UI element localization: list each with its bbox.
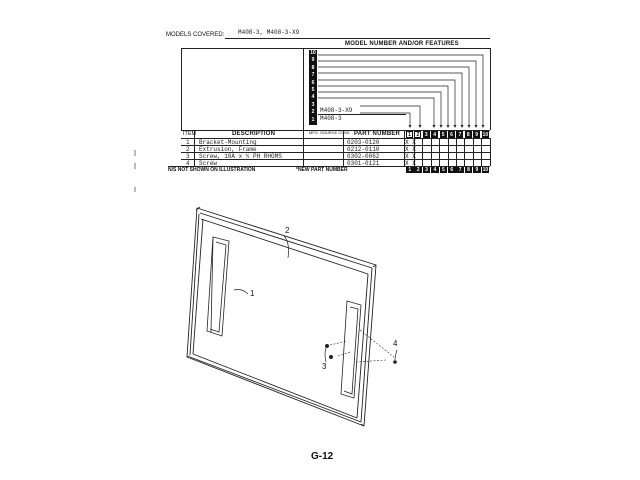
callout-3: 3 [322, 362, 327, 371]
row-part: 0212-0110 [347, 146, 380, 153]
row-marks: X X [405, 139, 416, 146]
footer-new-part: *NEW PART NUMBER [296, 167, 348, 173]
column-number-header: 3 [423, 131, 430, 138]
footer-column-number: 9 [473, 167, 481, 173]
row-description: Screw, 10A x ½ PH RHGMS [199, 153, 282, 160]
legend-number: 8 [311, 64, 315, 71]
column-number-header: 6 [448, 131, 455, 138]
row-description: Screw [199, 160, 218, 167]
callout-2: 2 [285, 226, 290, 235]
row-marks: X X [405, 160, 416, 167]
features-title: MODEL NUMBER AND/OR FEATURES [345, 41, 459, 47]
footer-column-number: 10 [482, 167, 489, 173]
col-mfg-header: MFG. SOURCE CODE [309, 130, 350, 135]
column-number-header: 1 [406, 131, 413, 138]
legend-number: 5 [311, 87, 315, 93]
column-number-header: 4 [431, 131, 438, 138]
footer-column-number: 3 [423, 167, 431, 173]
callout-1: 1 [250, 289, 255, 298]
row-item: 2 [186, 146, 190, 153]
column-number-header: 5 [440, 131, 447, 138]
page-number: G-12 [311, 451, 334, 462]
legend-number: 4 [311, 94, 315, 101]
column-number-header: 9 [473, 131, 480, 138]
row-marks: X X [405, 153, 416, 160]
legend-number: 10 [310, 50, 316, 56]
footer-column-number: 7 [456, 167, 464, 173]
column-number-header: 2 [414, 131, 421, 138]
legend-number: 1 [311, 116, 315, 123]
col-part-header: PART NUMBER [354, 131, 401, 137]
model-row-2: M408-3-X9 [320, 107, 353, 114]
row-item: 3 [186, 153, 190, 160]
footer-column-number: 6 [448, 167, 456, 173]
model-row-1: M408-3 [320, 115, 342, 122]
column-number-header: 7 [456, 131, 463, 138]
col-description-header: DESCRIPTION [232, 131, 276, 137]
footer-column-number: 2 [414, 167, 422, 173]
footer-column-number: 4 [431, 167, 439, 173]
row-description: Bracket-Mounting [199, 139, 257, 146]
legend-number: 6 [311, 79, 315, 86]
footer-column-number: 5 [440, 167, 448, 173]
legend-number: 7 [311, 72, 315, 79]
column-number-header: 10 [482, 132, 489, 138]
legend-number: 3 [311, 101, 315, 108]
column-number-header: 8 [465, 131, 472, 138]
row-item: 1 [186, 139, 190, 146]
row-description: Extrusion, Frame [199, 146, 257, 153]
col-item-header: ITEM [183, 131, 197, 137]
footer-not-shown: N/S NOT SHOWN ON ILLUSTRATION [168, 167, 256, 173]
callout-4: 4 [393, 339, 398, 348]
row-marks: X X [405, 146, 416, 153]
row-item: 4 [186, 160, 190, 167]
footer-column-number: 8 [465, 167, 473, 173]
legend-number: 9 [311, 57, 315, 64]
legend-number: 2 [311, 109, 315, 116]
row-part: 0301-0121 [347, 160, 380, 167]
row-part: 0203-0120 [347, 139, 380, 146]
models-covered-value: M408-3, M408-3-X9 [238, 29, 300, 36]
row-part: 0302-0062 [347, 153, 380, 160]
models-covered-label: MODELS COVERED: [166, 32, 225, 38]
footer-column-number: 1 [406, 167, 414, 173]
